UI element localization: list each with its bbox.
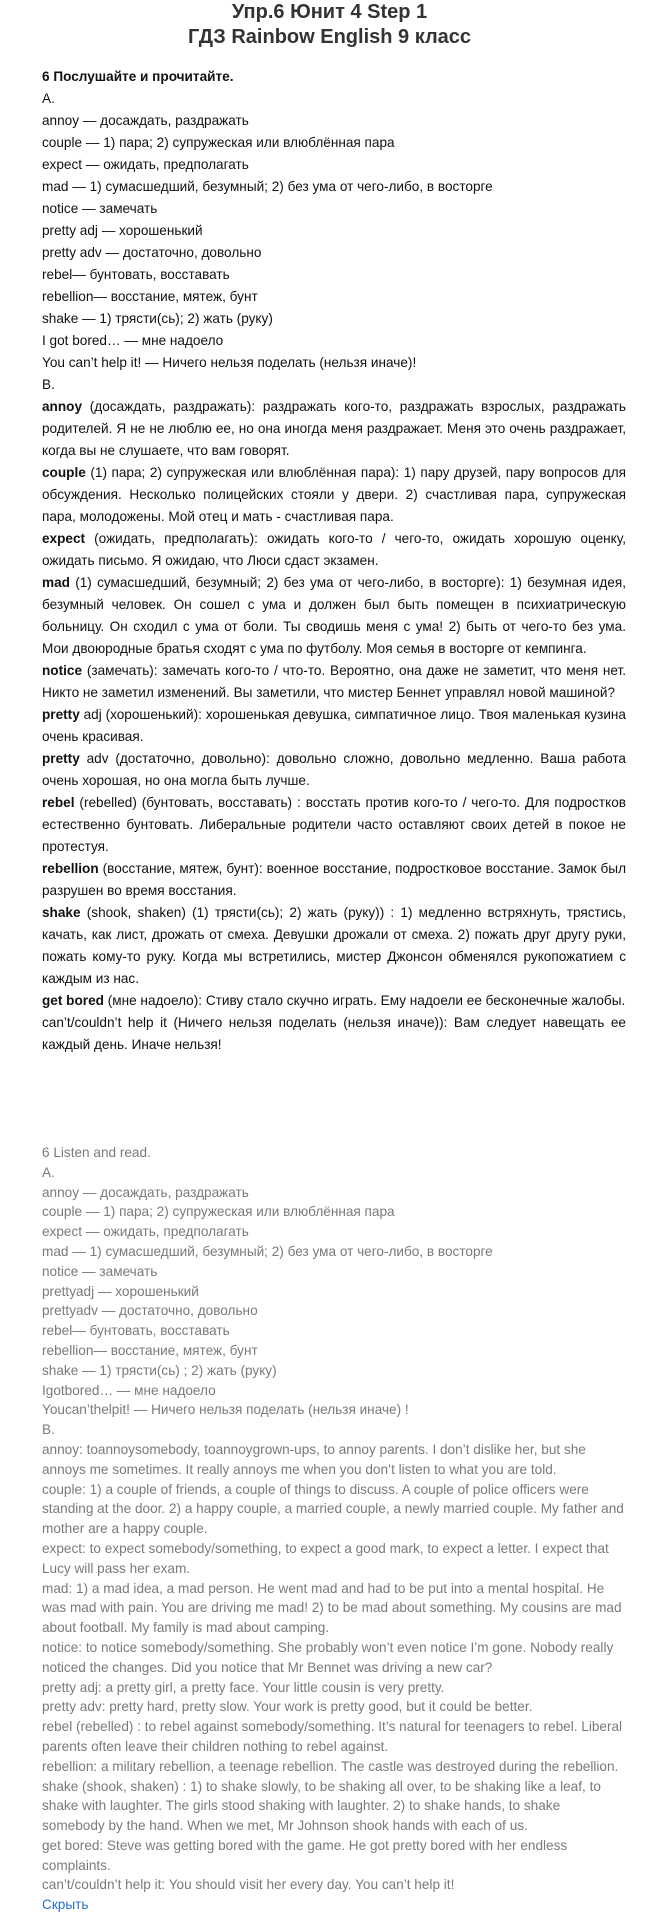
ru-entry-text: (rebelled) (бунтовать, восставать) : восстать против кого-то / чего-то. Для подростков естественно бунтовать. Либеральные родители часто оставляют своих детей в покое не протестуя. — [42, 795, 626, 854]
ru-entry-term: get bored — [42, 993, 104, 1008]
en-entry: can’t/couldn’t help it: You should visit her every day. You can’t help it! — [42, 1877, 455, 1893]
en-heading: 6 Listen and read. — [42, 1145, 151, 1160]
en-vocab-list — [42, 1183, 626, 1421]
en-vocab-item: rebel— бунтовать, восставать — [42, 1323, 230, 1339]
ru-vocab-item: rebel— бунтовать, восставать — [42, 267, 230, 282]
ru-entry-term: pretty — [42, 707, 80, 722]
en-entry: shake (shook, shaken) : 1) to shake slowly, to be shaking all over, to be shaking like a leaf, to shake with laughter. The girls stood shaking with laughter. 2) to shake hands, to shake somebody by the hand. When we met, Mr Johnson shook hands with each of us. — [42, 1778, 601, 1834]
ru-entry-term: mad — [42, 575, 70, 590]
en-vocab-item: mad — 1) сумасшедший, безумный; 2) без ума от чего-либо, в восторге — [42, 1243, 493, 1259]
ru-entry-text: (досаждать, раздражать): раздражать кого-то, раздражать взрослых, раздражать родителей. Я не не люблю ее, но она иногда меня раздражает. Меня это очень раздражает, когда вы не слушаете, что вам говорят. — [42, 399, 626, 458]
ru-a-label: A. — [42, 91, 55, 106]
ru-entry — [42, 1012, 626, 1056]
en-entry: couple: 1) a couple of friends, a couple of things to discuss. A couple of police officers were standing at the door. 2) a happy couple, a married couple, a newly married couple. My father and mother are a happy couple. — [42, 1481, 624, 1537]
ru-vocab-list — [42, 110, 626, 374]
en-entry: mad: 1) a mad idea, a mad person. He went mad and had to be put into a mental hospital. He was mad with pain. You are driving me mad! 2) to be mad about something. My cousins are mad about football. My family is mad about camping. — [42, 1580, 622, 1636]
page-title: Упр.6 Юнит 4 Step 1 — [231, 1, 428, 23]
ru-entry-term: rebellion — [42, 861, 99, 876]
ru-entry-text: (замечать): замечать кого-то / что-то. Вероятно, она даже не заметит, что меня нет. Никто не заметил изменений. Вы заметили, что мистер Беннет управлял новой машиной? — [42, 663, 626, 700]
ru-entry — [42, 462, 626, 528]
ru-entry-text: can’t/couldn’t help it (Ничего нельзя поделать (нельзя иначе)): Вам следует навещать ее каждый день. Иначе нельзя! — [42, 1015, 626, 1052]
en-vocab-item: Igotbored… — мне надоело — [42, 1382, 216, 1398]
ru-entry-text: (восстание, мятеж, бунт): военное восстание, подростковое восстание. Замок был разрушен во время восстания. — [42, 861, 626, 898]
ru-entry-term: rebel — [42, 795, 75, 810]
en-entry: annoy: toannoysomebody, toannoygrown-ups, to annoy parents. I don’t dislike her, but she annoys me sometimes. It really annoys me when you don’t listen to what you are told. — [42, 1441, 586, 1477]
en-vocab-item: prettyadv — достаточно, довольно — [42, 1303, 258, 1319]
en-vocab-item: expect — ожидать, предполагать — [42, 1224, 249, 1240]
ru-entry — [42, 902, 626, 990]
ru-entry-text: (shook, shaken) (1) трясти(сь); 2) жать (руку)) : 1) медленно встряхнуть, трястись, качать, как лист, дрожать от смеха. Девушки дрожали от смеха. 2) пожать друг другу руки, пожать кому-то руку. Когда мы встретились, мистер Джонсон обменялся рукопожатием с каждым из нас. — [42, 905, 626, 986]
ru-entry — [42, 572, 626, 660]
en-entries — [42, 1440, 626, 1895]
ru-vocab-item: pretty adj — хорошенький — [42, 223, 203, 238]
ru-entry — [42, 990, 626, 1012]
ru-entry-text: (ожидать, предполагать): ожидать кого-то / чего-то, ожидать хорошую оценку, ожидать письмо. Я ожидаю, что Люси сдаст экзамен. — [42, 531, 626, 568]
ru-entry-text: adj (хорошенький): хорошенькая девушка, симпатичное лицо. Твоя маленькая кузина очень красивая. — [42, 707, 626, 744]
russian-section — [42, 66, 626, 1056]
en-vocab-item: prettyadj — хорошенький — [42, 1283, 199, 1299]
ru-entry — [42, 858, 626, 902]
ru-entry-term: annoy — [42, 399, 83, 414]
ru-vocab-item: rebellion— восстание, мятеж, бунт — [42, 289, 258, 304]
en-vocab-item: rebellion— восстание, мятеж, бунт — [42, 1342, 258, 1358]
english-section — [42, 1143, 626, 1915]
page-subtitle: ГДЗ Rainbow English 9 класс — [187, 26, 472, 48]
en-b-label: B. — [42, 1422, 55, 1438]
ru-vocab-item: I got bored… — мне надоело — [42, 333, 224, 348]
ru-entry-term: notice — [42, 663, 83, 678]
en-entry: pretty adv: pretty hard, pretty slow. Your work is pretty good, but it could be better. — [42, 1699, 533, 1715]
en-entry: rebellion: a military rebellion, a teenage rebellion. The castle was destroyed during the rebellion. — [42, 1758, 619, 1774]
ru-heading: 6 Послушайте и прочитайте. — [42, 69, 234, 84]
en-vocab-item: couple — 1) пара; 2) супружеская или влюблённая пара — [42, 1204, 395, 1220]
ru-vocab-item: expect — ожидать, предполагать — [42, 157, 249, 172]
en-vocab-item: notice — замечать — [42, 1263, 158, 1279]
ru-vocab-item: mad — 1) сумасшедший, безумный; 2) без ума от чего-либо, в восторге — [42, 179, 493, 194]
ru-entries — [42, 396, 626, 1056]
ru-entry-term: shake — [42, 905, 81, 920]
en-entry: rebel (rebelled) : to rebel against somebody/something. It’s natural for teenagers to rebel. Liberal parents often leave their children nothing to rebel against. — [42, 1719, 623, 1754]
ru-entry — [42, 528, 626, 572]
en-vocab-item: shake — 1) трясти(сь) ; 2) жать (руку) — [42, 1362, 277, 1378]
ru-entry-text: (мне надоело): Стиву стало скучно играть. Ему надоели ее бесконечные жалобы. — [103, 993, 626, 1008]
ru-entry-term: pretty — [42, 751, 80, 766]
ru-entry-text: (1) сумасшедший, безумный; 2) без ума от чего-либо, в восторге): 1) безумная идея, безумный человек. Он сошел с ума и должен был быть помещен в психиатрическую больницу. Он сходил с ума от боли. Ты сводишь меня с ума! 2) быть от чего-то без ума. Мои двоюродные братья сходят с ума по футболу. Моя семья в восторге от кемпинга. — [42, 575, 626, 656]
ru-entry — [42, 748, 626, 792]
ru-vocab-item: annoy — досаждать, раздражать — [42, 113, 249, 128]
ru-b-label: B. — [42, 377, 55, 392]
ru-vocab-item: shake — 1) трясти(сь); 2) жать (руку) — [42, 311, 273, 326]
en-entry: expect: to expect somebody/something, to expect a good mark, to expect a letter. I expect that Lucy will pass her exam. — [42, 1540, 609, 1576]
ru-vocab-item: pretty adv — достаточно, довольно — [42, 245, 262, 260]
ru-entry — [42, 704, 626, 748]
en-entry: notice: to notice somebody/something. She probably won’t even notice I’m gone. Nobody really noticed the changes. Did you notice that Mr Bennet was driving a new car? — [42, 1639, 614, 1675]
en-vocab-item: annoy — досаждать, раздражать — [42, 1184, 249, 1200]
ru-entry-text: (1) пара; 2) супружеская или влюблённая пара): 1) пару друзей, пару вопросов для обсуждения. Несколько полицейских стояли у двери. 2) счастливая пара, супружеская пара, молодожены. Мой отец и мать - счастливая пара. — [42, 465, 626, 524]
en-entry: pretty adj: a pretty girl, a pretty face. Your little cousin is very pretty. — [42, 1679, 445, 1695]
en-vocab-item: Youcan’thelpit! — Ничего нельзя поделать (нельзя иначе) ! — [42, 1402, 409, 1418]
hide-link[interactable]: Скрыть — [42, 1897, 89, 1913]
en-entry: get bored: Steve was getting bored with the game. He got pretty bored with her endless complaints. — [42, 1837, 568, 1873]
ru-entry-text: adv (достаточно, довольно): довольно сложно, довольно медленно. Ваша работа очень хорошая, но она могла быть лучше. — [42, 751, 626, 788]
ru-vocab-item: notice — замечать — [42, 201, 158, 216]
page-header — [0, 0, 659, 50]
ru-entry — [42, 660, 626, 704]
ru-entry-term: expect — [42, 531, 86, 546]
ru-vocab-item: couple — 1) пара; 2) супружеская или влюблённая пара — [42, 135, 395, 150]
ru-entry — [42, 792, 626, 858]
ru-vocab-item: You can’t help it! — Ничего нельзя поделать (нельзя иначе)! — [42, 355, 417, 370]
ru-entry — [42, 396, 626, 462]
en-a-label: A. — [42, 1164, 55, 1180]
ru-entry-term: couple — [42, 465, 86, 480]
